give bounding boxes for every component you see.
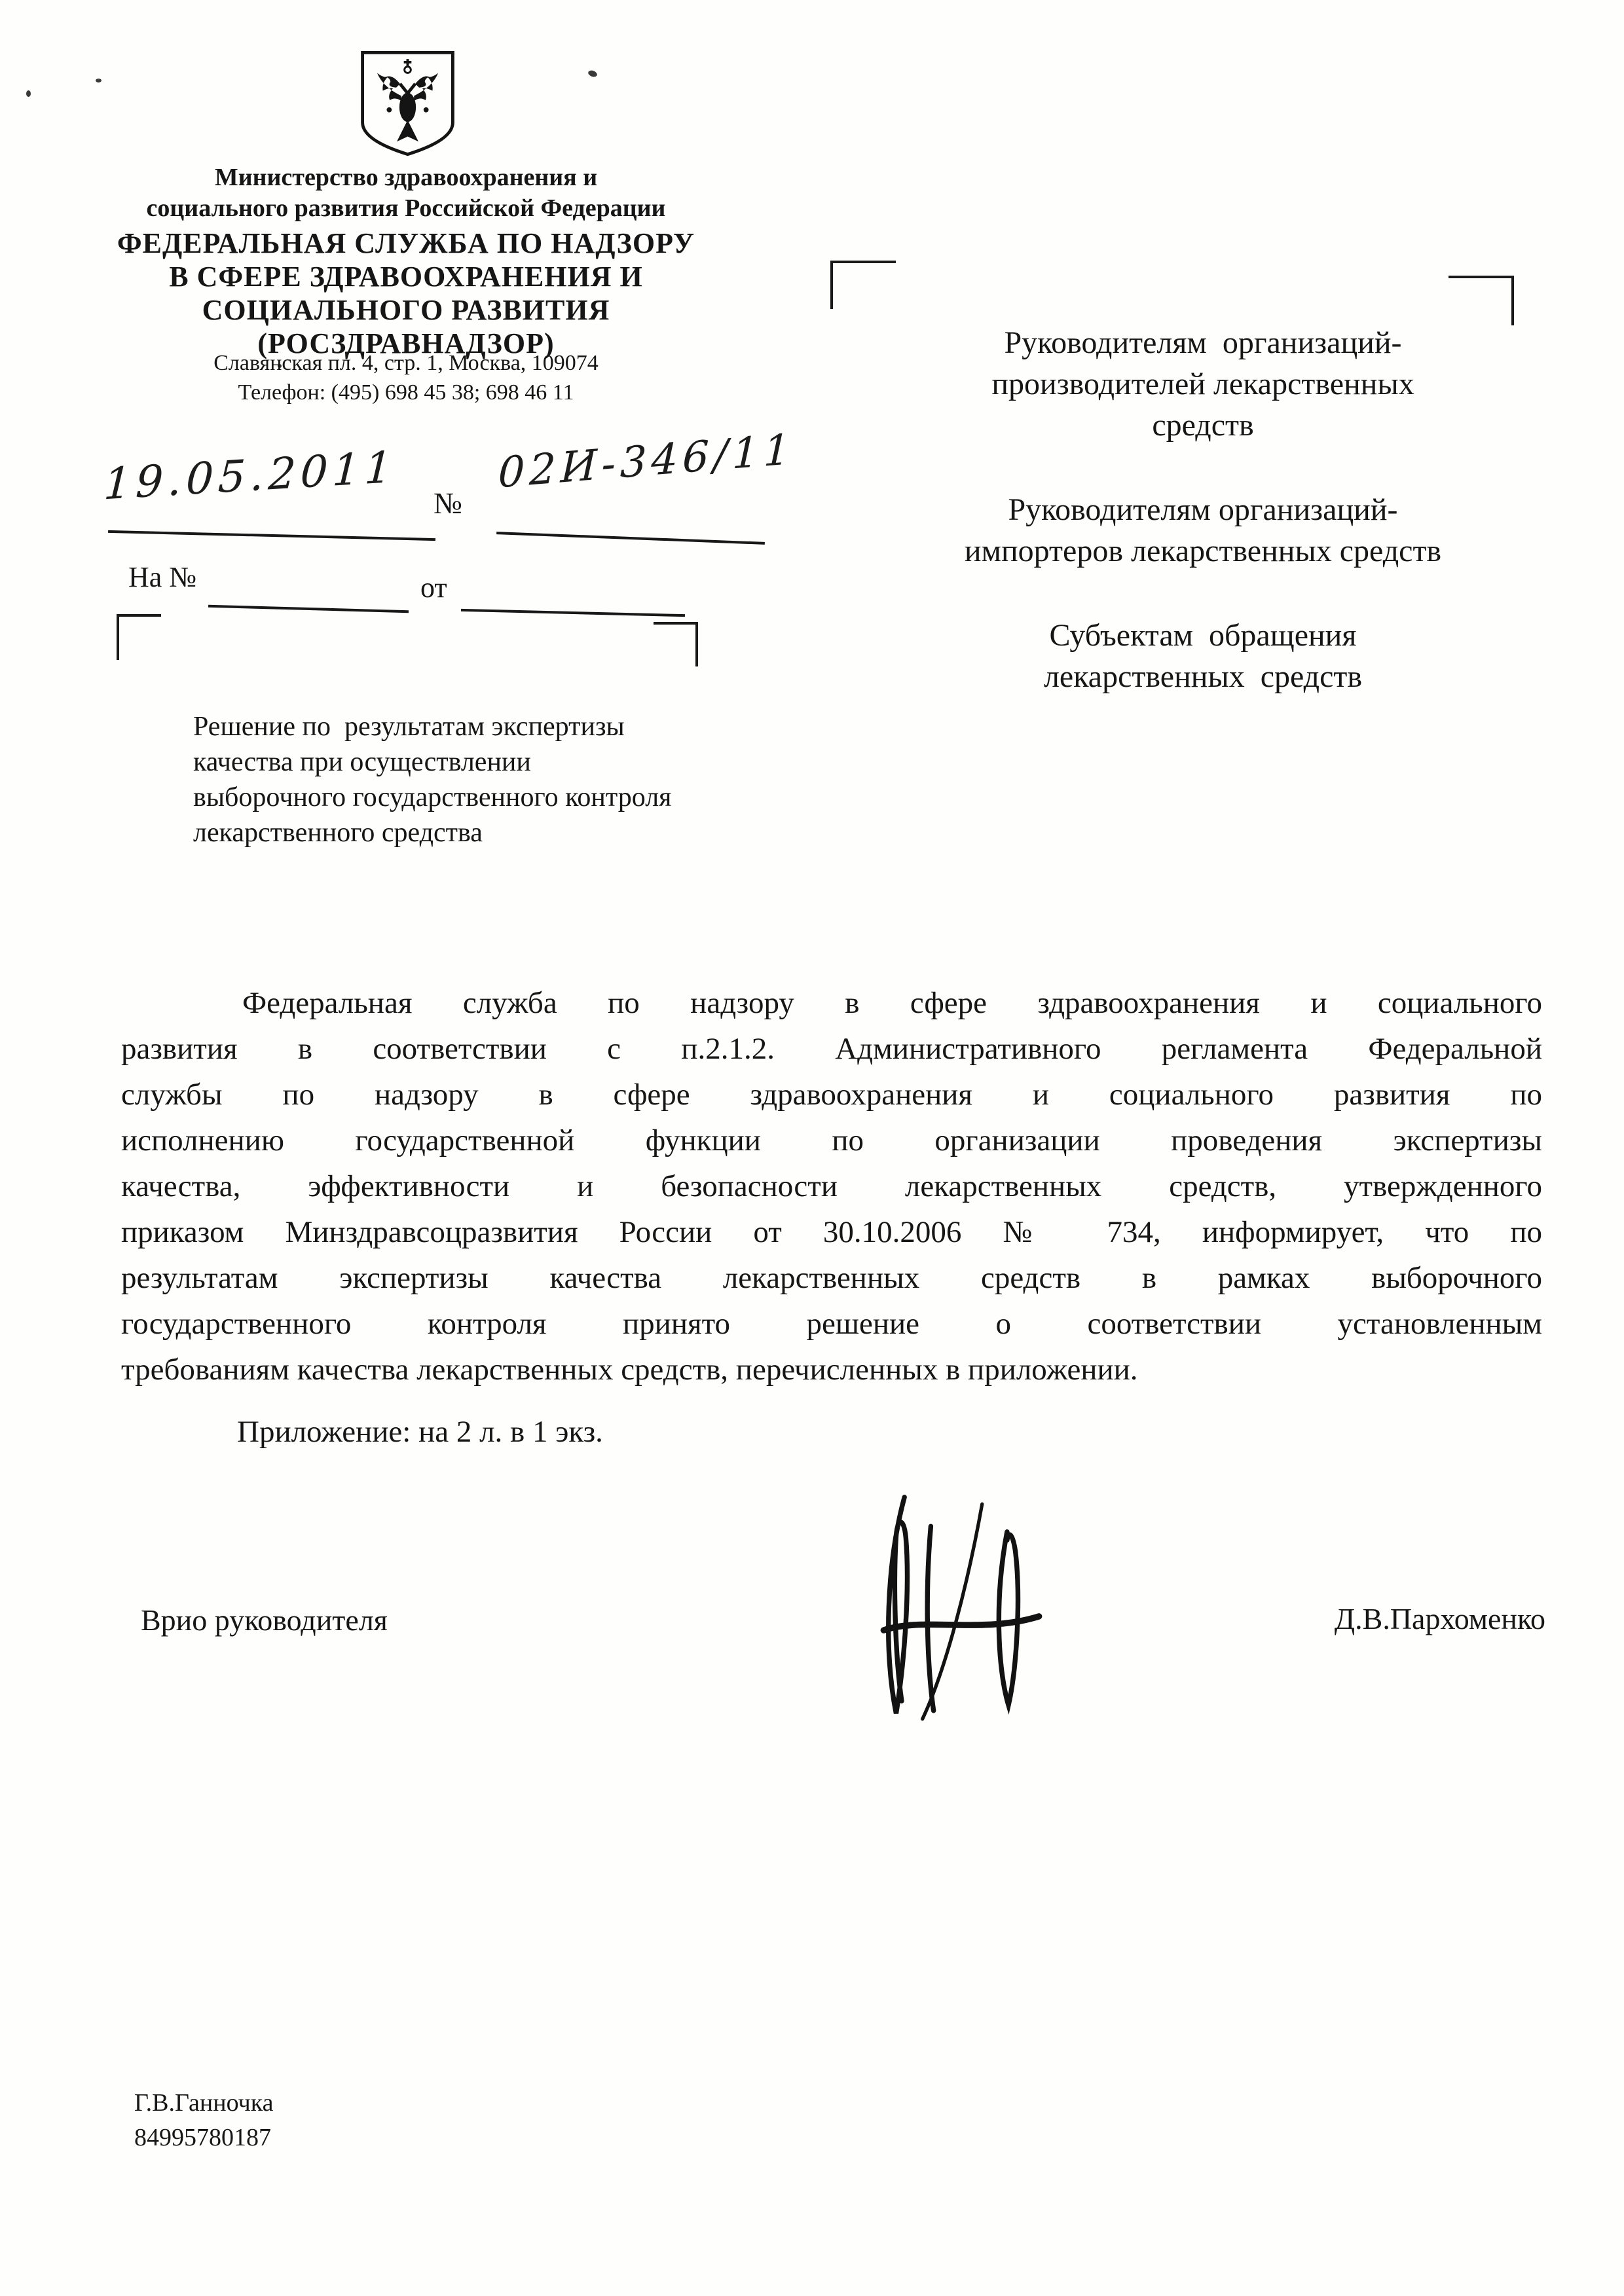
subject-line: лекарственного средства — [193, 818, 483, 848]
service-phone: Телефон: (495) 698 45 38; 698 46 11 — [238, 380, 574, 405]
recipient-group-manufacturers — [866, 322, 1540, 446]
signatory-name: Д.В.Пархоменко — [1334, 1602, 1545, 1635]
service-name-line: СОЦИАЛЬНОГО РАЗВИТИЯ — [202, 294, 610, 326]
recipient-group-circulation-subjects — [866, 615, 1540, 697]
ref-number-underline — [208, 605, 409, 613]
recipients-block — [866, 322, 1540, 740]
service-name-line: (РОСЗДРАВНАДЗОР) — [257, 327, 555, 359]
ref-number-label: На № — [128, 561, 197, 593]
number-sign: № — [434, 486, 462, 520]
stamp-corner-mark-left — [117, 614, 161, 660]
recipient-line: Руководителям организаций- — [1008, 492, 1398, 527]
scan-speckle — [96, 79, 101, 82]
scan-speckle — [26, 90, 31, 97]
ministry-name — [111, 162, 701, 224]
executor-block — [134, 2086, 273, 2155]
recipient-line: импортеров лекарственных средств — [964, 534, 1442, 568]
addressee-corner-mark-right — [1449, 276, 1514, 325]
body-line: результатам экспертизы качества лекарственных средств в рамках выборочного — [121, 1261, 1542, 1295]
body-paragraph — [121, 980, 1542, 1393]
service-name — [111, 227, 701, 360]
subject-line: Решение по результатам экспертизы — [193, 712, 625, 742]
attachment-note: Приложение: на 2 л. в 1 экз. — [237, 1415, 603, 1449]
body-line: развития в соответствии с п.2.1.2. Административного регламента Федеральной — [121, 1032, 1542, 1066]
number-underline — [496, 532, 765, 545]
recipient-group-importers — [866, 489, 1540, 572]
recipient-line: Руководителям организаций- — [1004, 325, 1402, 360]
body-line: качества, эффективности и безопасности лекарственных средств, утвержденного — [121, 1169, 1542, 1203]
recipient-line: производителей лекарственных — [991, 367, 1414, 401]
signature-scribble — [863, 1487, 1060, 1723]
subject-block — [193, 709, 802, 850]
executor-name: Г.В.Ганночка — [134, 2089, 274, 2117]
ministry-name-line: Министерство здравоохранения и — [214, 164, 598, 191]
date-underline — [108, 530, 435, 541]
ref-date-underline — [461, 609, 685, 617]
service-address: Славянская пл. 4, стр. 1, Москва, 109074 — [213, 351, 599, 375]
executor-phone: 84995780187 — [134, 2124, 271, 2151]
recipient-line: средств — [1152, 408, 1254, 443]
service-name-line: ФЕДЕРАЛЬНАЯ СЛУЖБА ПО НАДЗОРУ — [117, 227, 695, 259]
body-line: исполнению государственной функции по организации проведения экспертизы — [121, 1123, 1542, 1157]
stamp-corner-mark-right — [654, 622, 698, 666]
subject-line: выборочного государственного контроля — [193, 782, 672, 812]
ref-date-label: от — [420, 572, 447, 604]
signatory-position: Врио руководителя — [141, 1603, 388, 1637]
outgoing-number-handwritten: 02И-346/11 — [497, 425, 796, 498]
body-line: государственного контроля принято решение о соответствии установленным — [121, 1307, 1542, 1341]
body-line: требованиям качества лекарственных средств, перечисленных в приложении. — [121, 1353, 1138, 1387]
scan-speckle — [587, 69, 598, 78]
body-line: службы по надзору в сфере здравоохранения и социального развития по — [121, 1078, 1542, 1112]
russian-coat-of-arms-icon — [354, 47, 462, 161]
body-line: приказом Минздравсоцразвития России от 30.10.2006 № 734, информирует, что по — [121, 1215, 1542, 1249]
addressee-corner-mark-left — [830, 261, 896, 309]
ministry-name-line: социального развития Российской Федерации — [146, 194, 666, 222]
recipient-line: лекарственных средств — [1043, 659, 1363, 694]
subject-line: качества при осуществлении — [193, 747, 531, 777]
recipient-line: Субъектам обращения — [1049, 618, 1357, 653]
body-line: Федеральная служба по надзору в сфере здравоохранения и социального — [242, 986, 1542, 1020]
service-name-line: В СФЕРЕ ЗДРАВООХРАНЕНИЯ И — [169, 261, 643, 293]
outgoing-date-handwritten: 19.05.2011 — [102, 441, 398, 510]
